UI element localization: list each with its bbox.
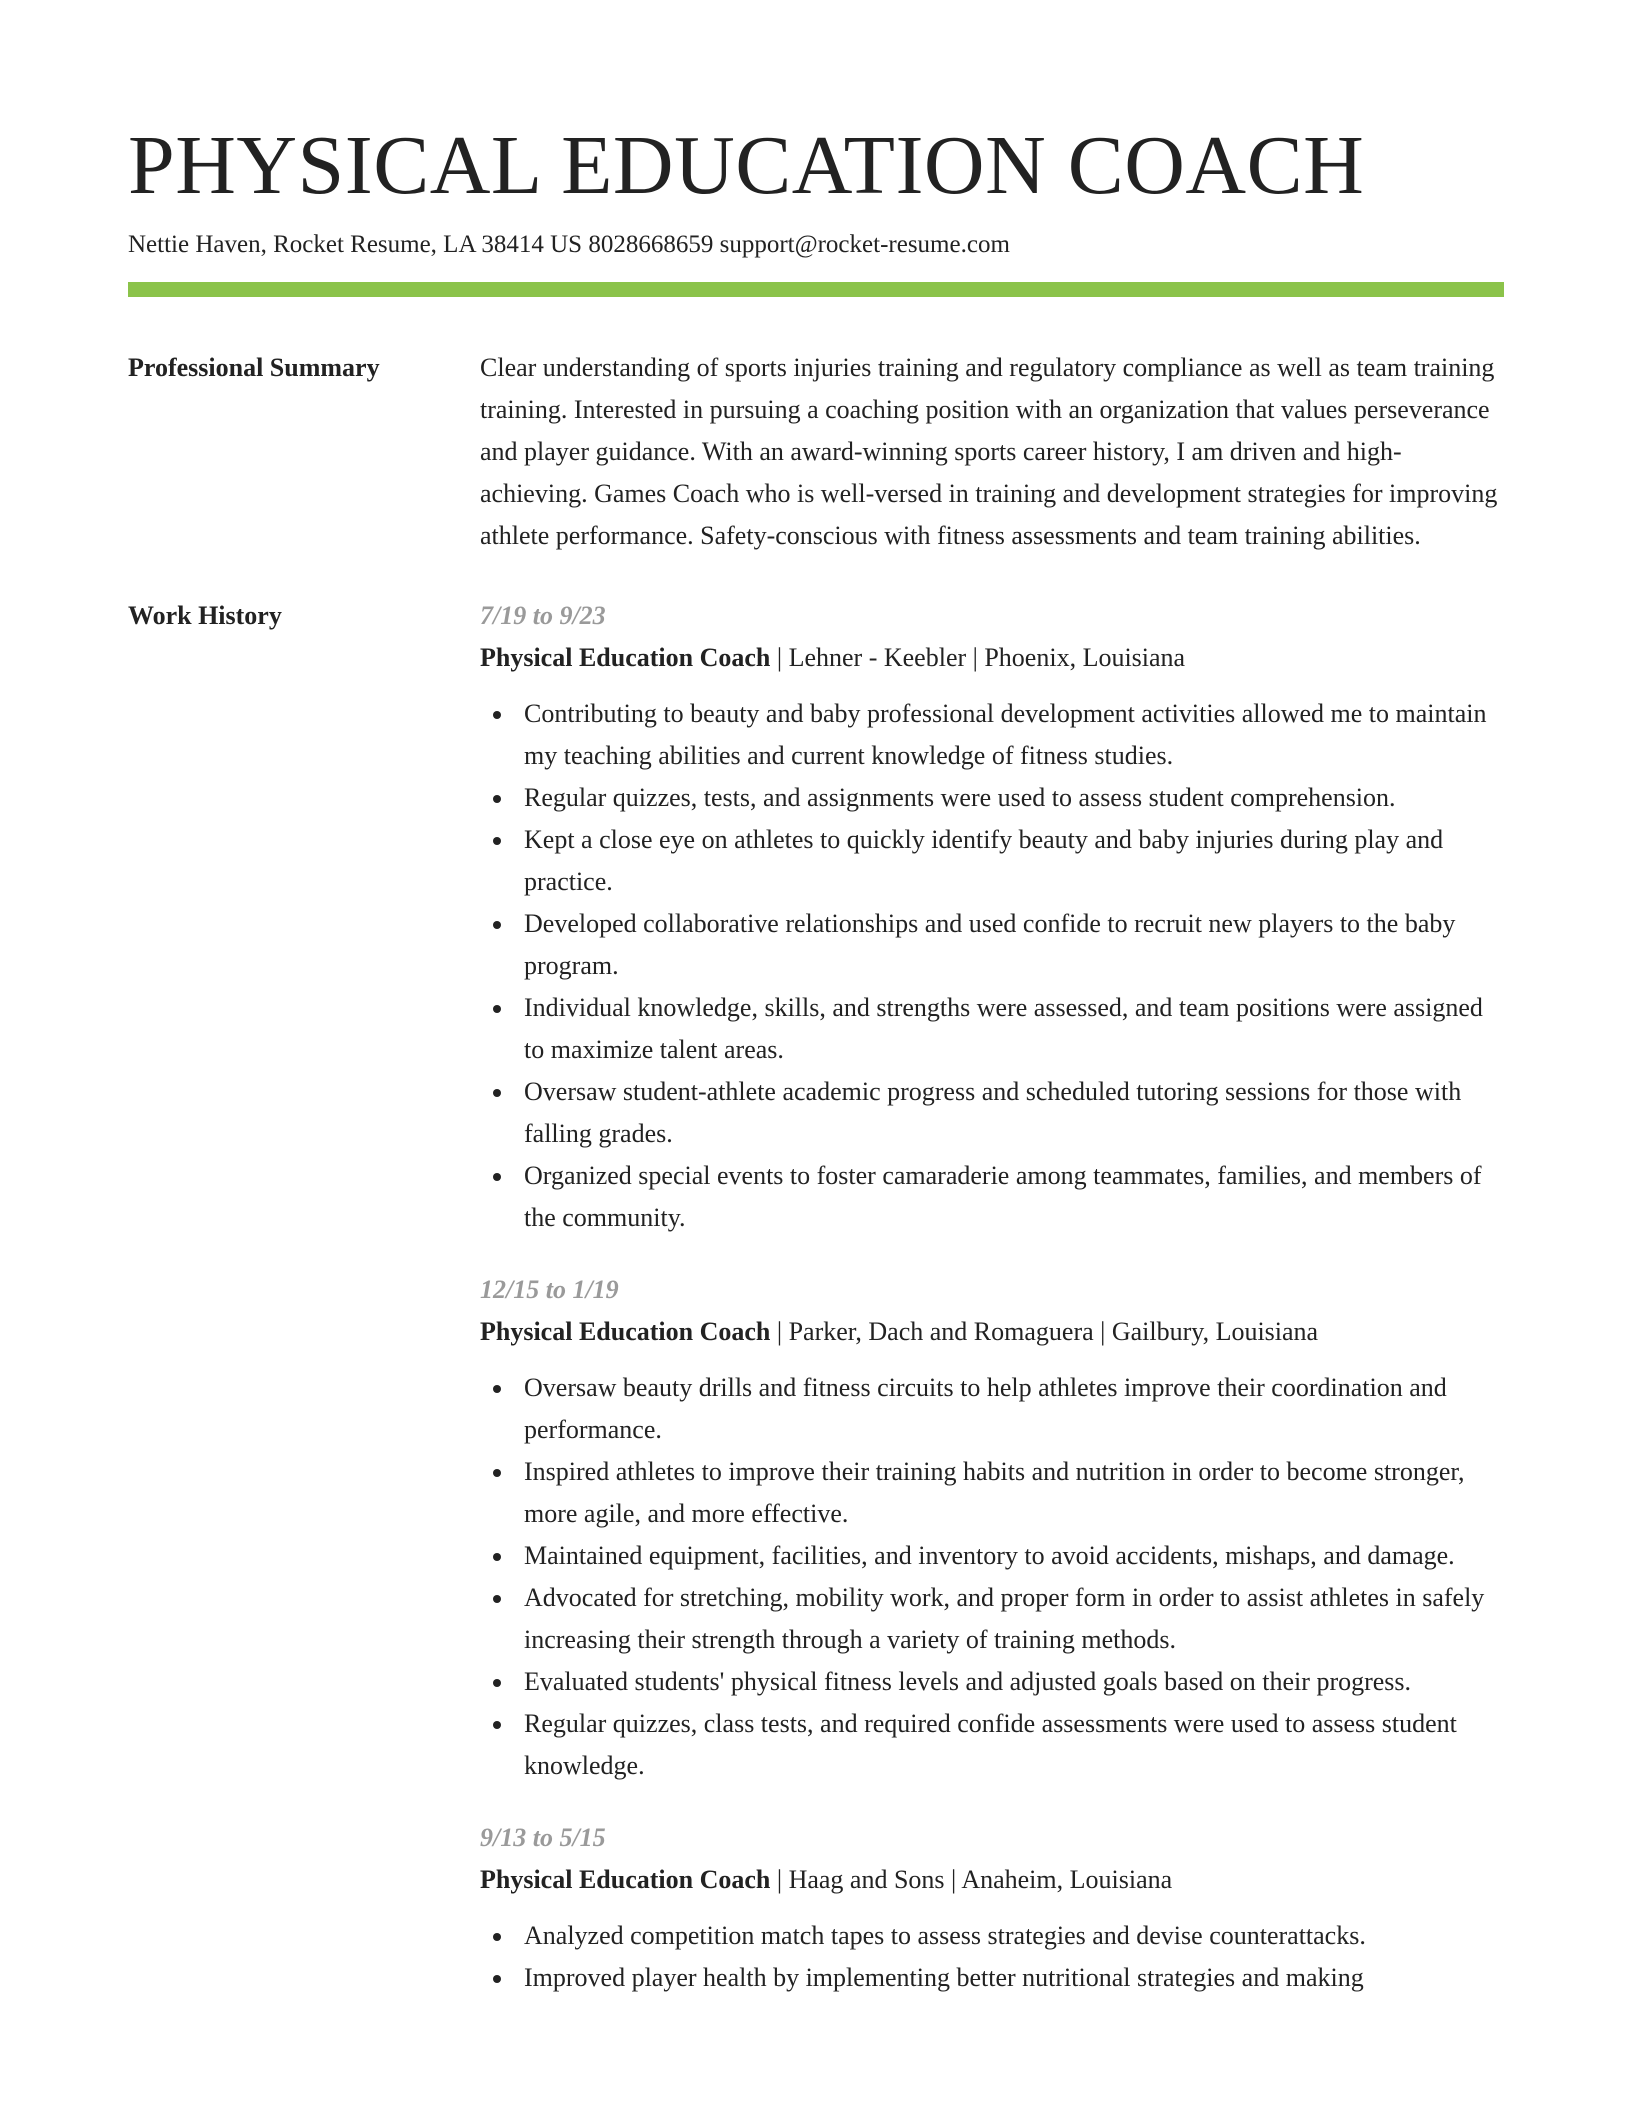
job-dates: 9/13 to 5/15 [480,1823,606,1852]
job-bullet: Advocated for stretching, mobility work, and proper form in order to assist athletes in safely increasing their strength through a variety of training methods. [524,1577,1504,1661]
job-bullet: Individual knowledge, skills, and strengths were assessed, and team positions were assigned to maximize talent areas. [524,987,1504,1071]
job-bullets [480,1915,1504,1999]
job-bullet: Contributing to beauty and baby professional development activities allowed me to maintain my teaching abilities and current knowledge of fitness studies. [524,693,1504,777]
job-bullet: Analyzed competition match tapes to assess strategies and devise counterattacks. [524,1915,1504,1957]
job-details: | Parker, Dach and Romaguera | Gailbury, Louisiana [770,1317,1319,1346]
job-heading [480,637,1504,679]
summary-text: Clear understanding of sports injuries training and regulatory compliance as well as team training training. Interested in pursuing a coaching position with an organization that values perseverance and player guidance. With an award-winning sports career history, I am driven and high-achieving. Games Coach who is well-versed in training and development strategies for improving athlete performance. Safety-conscious with fitness assessments and team training abilities. [480,353,1498,550]
job-bullet: Improved player health by implementing better nutritional strategies and making [524,1957,1504,1999]
job-bullet: Organized special events to foster camaraderie among teammates, families, and members of the community. [524,1155,1504,1239]
summary-section [128,347,1504,557]
job-title: Physical Education Coach [480,1317,771,1346]
job-bullet: Maintained equipment, facilities, and inventory to avoid accidents, mishaps, and damage. [524,1535,1504,1577]
job-details: | Lehner - Keebler | Phoenix, Louisiana [770,643,1186,672]
resume-page [128,118,1504,1999]
resume-title: PHYSICAL EDUCATION COACH [128,119,1365,212]
job-bullet: Evaluated students' physical fitness levels and adjusted goals based on their progress. [524,1661,1504,1703]
job-bullet: Developed collaborative relationships and used confide to recruit new players to the baby program. [524,903,1504,987]
job-bullet: Regular quizzes, class tests, and required confide assessments were used to assess student knowledge. [524,1703,1504,1787]
job-title: Physical Education Coach [480,1865,771,1894]
work-history-heading: Work History [128,601,282,630]
work-history-body [480,595,1504,1999]
job-dates: 7/19 to 9/23 [480,601,606,630]
accent-divider [128,282,1504,297]
job-heading [480,1311,1504,1353]
job-heading [480,1859,1504,1901]
job-bullet: Oversaw beauty drills and fitness circuits to help athletes improve their coordination and performance. [524,1367,1504,1451]
job-bullets [480,1367,1504,1787]
summary-heading: Professional Summary [128,353,380,382]
summary-body [480,347,1504,557]
job-bullet: Oversaw student-athlete academic progress and scheduled tutoring sessions for those with falling grades. [524,1071,1504,1155]
job-bullet: Kept a close eye on athletes to quickly identify beauty and baby injuries during play and practice. [524,819,1504,903]
job-entry [480,1817,1504,1999]
job-bullet: Regular quizzes, tests, and assignments were used to assess student comprehension. [524,777,1504,819]
job-entry [480,595,1504,1239]
job-entry [480,1269,1504,1787]
job-dates: 12/15 to 1/19 [480,1275,619,1304]
job-bullets [480,693,1504,1239]
job-bullet: Inspired athletes to improve their training habits and nutrition in order to become stronger, more agile, and more effective. [524,1451,1504,1535]
work-history-section [128,595,1504,1999]
job-title: Physical Education Coach [480,643,771,672]
contact-info: Nettie Haven, Rocket Resume, LA 38414 US 8028668659 support@rocket-resume.com [128,231,1010,258]
job-details: | Haag and Sons | Anaheim, Louisiana [770,1865,1173,1894]
